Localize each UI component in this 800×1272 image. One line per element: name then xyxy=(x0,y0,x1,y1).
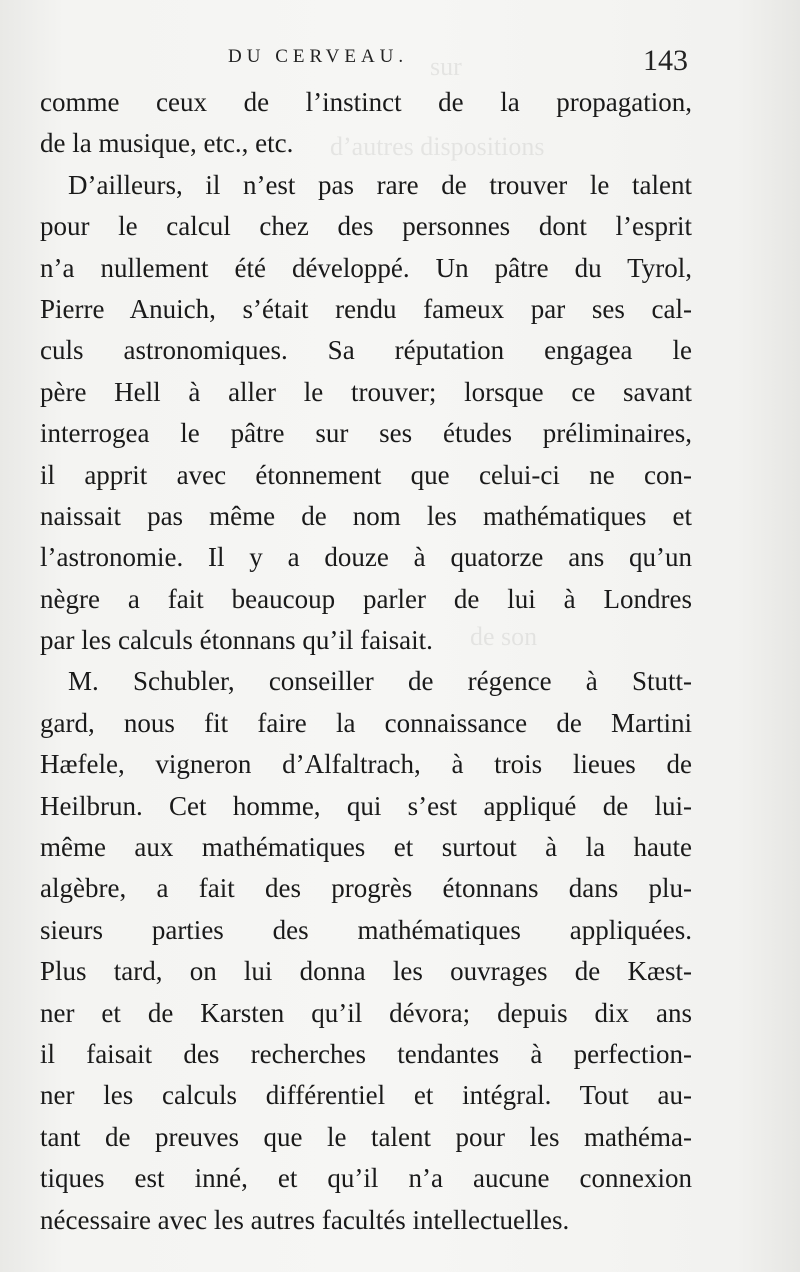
text-line: nègre a fait beaucoup parler de lui à Londres xyxy=(40,583,692,614)
text-line: gard, nous fit faire la connaissance de Martini xyxy=(40,707,692,738)
text-line: ner et de Karsten qu’il dévora; depuis dix ans xyxy=(40,997,692,1028)
text-line: M. Schubler, conseiller de régence à Stutt- xyxy=(68,666,692,697)
text-line: interrogea le pâtre sur ses études préliminaires, xyxy=(40,418,692,449)
text-line: sieurs parties des mathématiques appliquées. xyxy=(40,914,692,945)
text-line: par les calculs étonnans qu’il faisait. xyxy=(40,625,433,656)
running-title: DU CERVEAU. xyxy=(228,46,409,67)
show-through: d’autres dispositions xyxy=(330,132,545,161)
text-line: Heilbrun. Cet homme, qui s’est appliqué de lui- xyxy=(40,790,692,821)
text-line: même aux mathématiques et surtout à la haute xyxy=(40,832,692,863)
show-through: de son xyxy=(470,622,538,651)
text-line: de la musique, etc., etc. xyxy=(40,128,294,159)
show-through: sur xyxy=(430,52,462,81)
text-line: ner les calculs différentiel et intégral. Tout au- xyxy=(40,1080,692,1111)
text-line: nécessaire avec les autres facultés intellectuelles. xyxy=(40,1204,570,1235)
text-line: comme ceux de l’instinct de la propagation, xyxy=(40,87,692,117)
text-line: Pierre Anuich, s’était rendu fameux par ses cal- xyxy=(40,293,692,324)
text-line: D’ailleurs, il n’est pas rare de trouver le talent xyxy=(68,169,692,200)
page-number: 143 xyxy=(643,44,688,77)
text-line: Plus tard, on lui donna les ouvrages de Kæst- xyxy=(40,956,692,987)
text-line: n’a nullement été développé. Un pâtre du Tyrol, xyxy=(40,252,692,283)
text-line: algèbre, a fait des progrès étonnans dans plu- xyxy=(40,873,692,904)
text-line: père Hell à aller le trouver; lorsque ce savant xyxy=(40,376,692,407)
text-line: culs astronomiques. Sa réputation engagea le xyxy=(40,335,692,366)
text-line: naissait pas même de nom les mathématiques et xyxy=(40,500,692,531)
text-line: l’astronomie. Il y a douze à quatorze ans qu’un xyxy=(40,542,692,573)
text-line: Hæfele, vigneron d’Alfaltrach, à trois lieues de xyxy=(40,749,692,780)
text-line: il faisait des recherches tendantes à perfection- xyxy=(40,1038,692,1069)
text-line: tiques est inné, et qu’il n’a aucune connexion xyxy=(40,1163,692,1194)
text-line: il apprit avec étonnement que celui-ci ne con- xyxy=(40,459,692,490)
text-line: pour le calcul chez des personnes dont l’esprit xyxy=(40,211,692,242)
body-text xyxy=(40,82,692,1241)
text-line: tant de preuves que le talent pour les mathéma- xyxy=(40,1121,692,1152)
